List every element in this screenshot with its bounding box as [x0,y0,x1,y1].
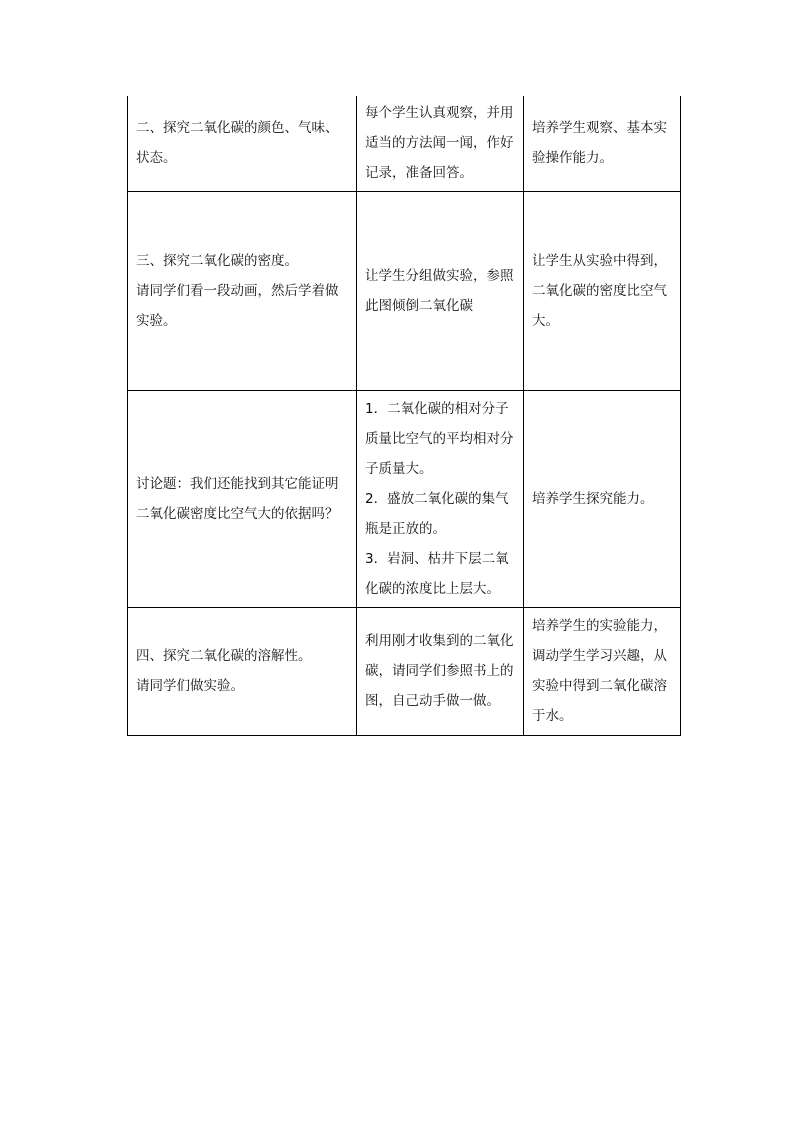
student-activity-cell [357,191,524,390]
cell-text: 请同学们看一段动画，然后学着做实验。 [136,282,339,329]
student-activity-cell [357,96,524,191]
activity-cell [128,191,357,390]
cell-text: 让学生分组做实验，参照此图倾倒二氧化碳 [365,267,514,314]
table-row [128,191,681,390]
cell-text: 四、探究二氧化碳的溶解性。 [136,648,312,664]
table-row [128,96,681,191]
cell-text: 培养学生的实验能力，调动学生学习兴趣，从实验中得到二氧化碳溶于水。 [532,618,667,724]
table-row [128,390,681,607]
cell-text: 1．二氧化碳的相对分子质量比空气的平均相对分子质量大。 [365,400,514,477]
cell-text: 让学生从实验中得到，二氧化碳的密度比空气大。 [532,252,667,329]
table-row [128,607,681,735]
cell-text: 请同学们做实验。 [136,678,244,694]
design-intent-cell [524,191,681,390]
design-intent-cell [524,390,681,607]
activity-cell [128,96,357,191]
design-intent-cell [524,607,681,735]
cell-text: 2．盛放二氧化碳的集气瓶是正放的。 [365,490,509,537]
cell-text: 培养学生探究能力。 [532,490,654,507]
student-activity-cell [357,390,524,607]
student-activity-cell [357,607,524,735]
cell-text: 每个学生认真观察，并用适当的方法闻一闻，作好记录，准备回答。 [365,105,514,182]
lesson-plan-table [127,96,681,736]
cell-text: 三、探究二氧化碳的密度。 [136,252,298,269]
design-intent-cell [524,96,681,191]
activity-cell [128,607,357,735]
cell-text: 讨论题：我们还能找到其它能证明二氧化碳密度比空气大的依据吗？ [136,475,339,522]
cell-text: 3．岩洞、枯井下层二氧化碳的浓度比上层大。 [365,550,509,597]
cell-text: 利用刚才收集到的二氧化碳，请同学们参照书上的图，自己动手做一做。 [365,633,514,709]
activity-cell [128,390,357,607]
cell-text: 培养学生观察、基本实验操作能力。 [532,120,667,167]
cell-text: 二、探究二氧化碳的颜色、气味、状态。 [136,120,339,167]
